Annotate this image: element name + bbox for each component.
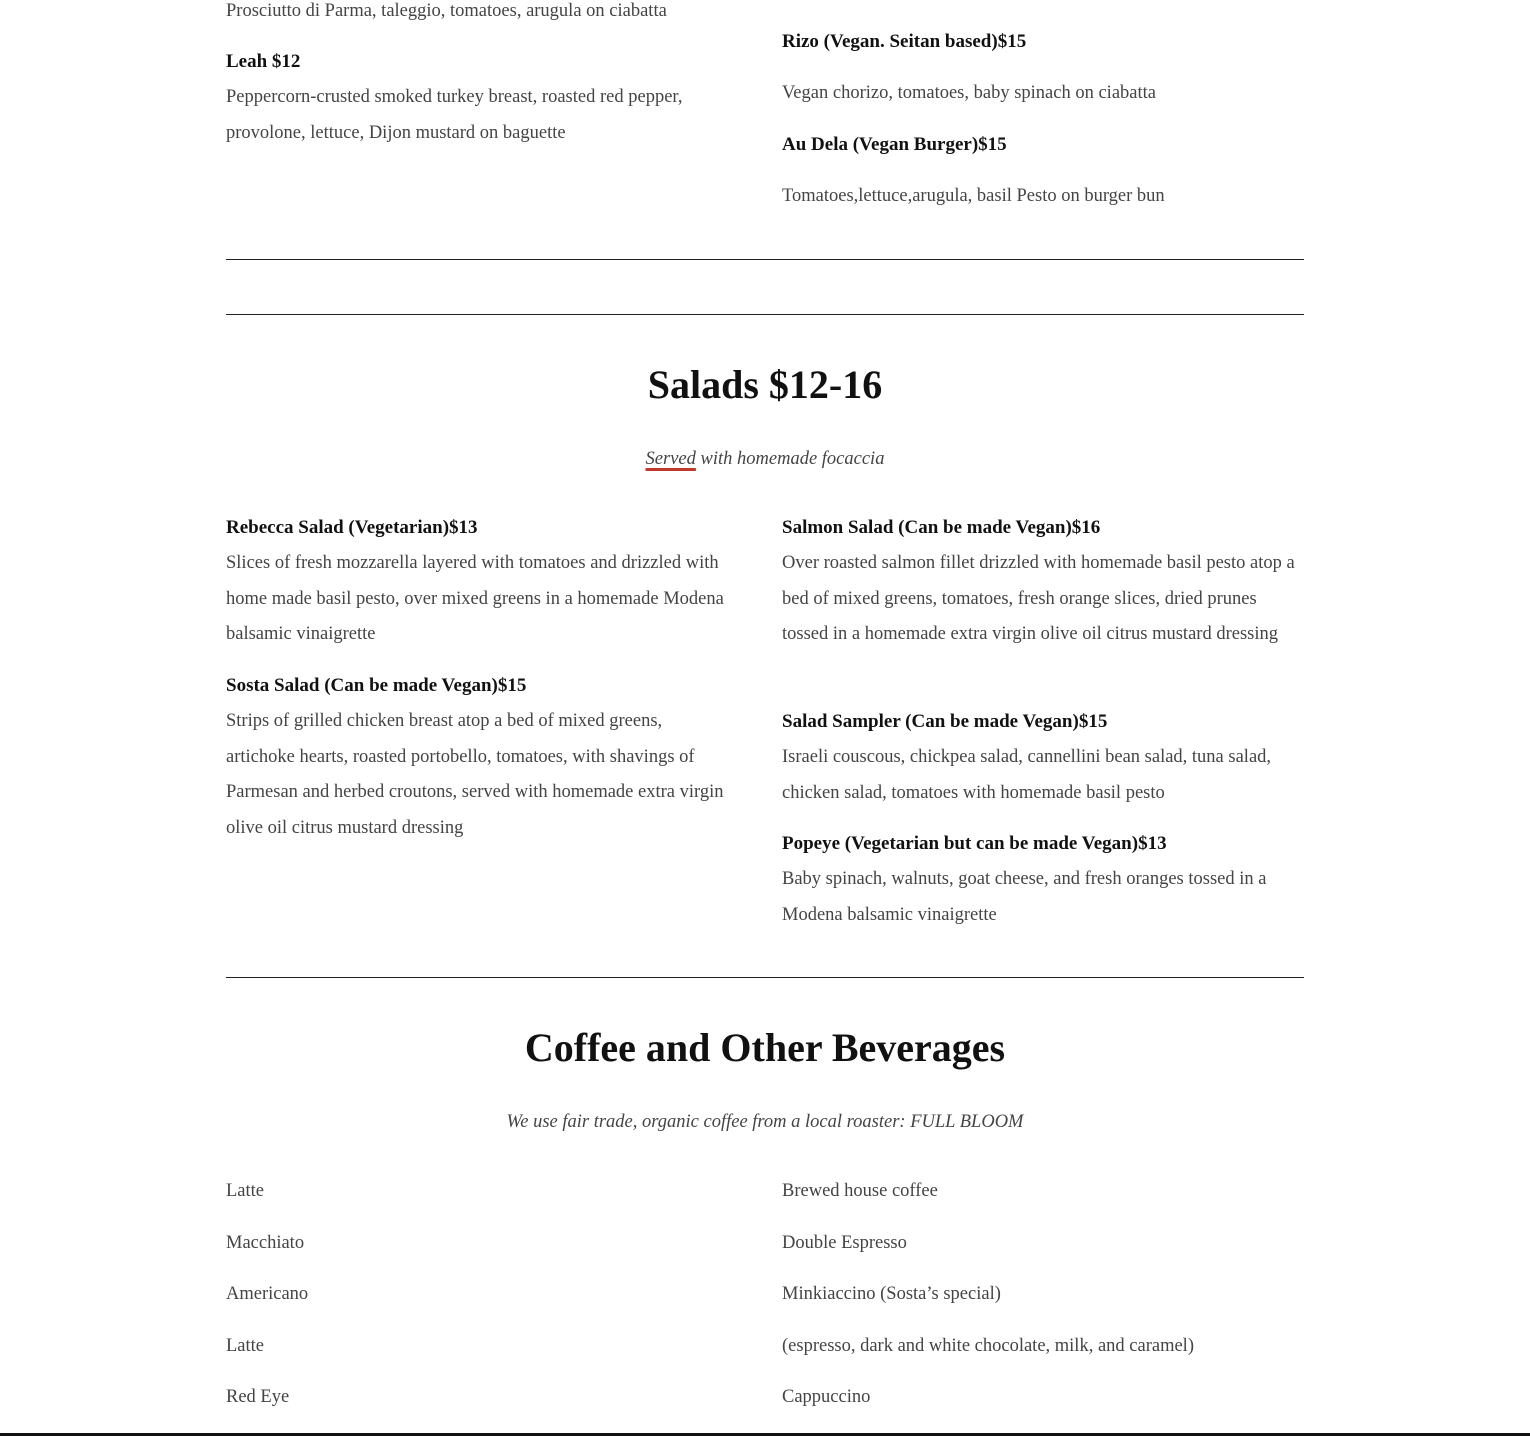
salad-title: Rebecca Salad (Vegetarian)$13 — [226, 517, 478, 538]
salad-title: Salad Sampler (Can be made Vegan)$15 — [782, 711, 1108, 732]
sandwich-desc-prosciutto: Prosciutto di Parma, taleggio, tomatoes, arugula on ciabatta — [226, 1, 667, 21]
section-divider — [226, 314, 1304, 315]
salad-item-popeye — [782, 832, 1304, 933]
beverage-item: Red Eye — [226, 1387, 290, 1407]
salad-title: Sosta Salad (Can be made Vegan)$15 — [226, 675, 527, 696]
salad-title: Salmon Salad (Can be made Vegan)$16 — [782, 517, 1101, 538]
salad-desc: Israeli couscous, chickpea salad, cannellini bean salad, tuna salad, chicken salad, tomatoes with homemade basil pesto — [782, 747, 1272, 803]
section-divider — [226, 977, 1304, 978]
beverages-heading: Coffee and Other Beverages — [524, 1025, 1006, 1070]
beverage-item: Brewed house coffee — [782, 1181, 938, 1201]
sandwich-desc: Peppercorn-crusted smoked turkey breast, roasted red pepper, provolone, lettuce, Dijon mustard on baguette — [226, 87, 683, 143]
beverage-item: Americano — [226, 1284, 309, 1304]
beverage-item: Macchiato — [226, 1233, 305, 1253]
salad-desc: Over roasted salmon fillet drizzled with homemade basil pesto atop a bed of mixed greens, tomatoes, fresh orange slices, dried prunes tossed in a homemade extra virgin olive oil citrus mustard dressing — [782, 553, 1295, 644]
beverage-item: (espresso, dark and white chocolate, milk, and caramel) — [782, 1336, 1194, 1356]
beverage-item: Latte — [226, 1181, 265, 1201]
salads-subtitle — [226, 447, 1304, 471]
salads-subtitle-rest: with homemade focaccia — [695, 449, 885, 469]
sandwich-title: Rizo (Vegan. Seitan based)$15 — [782, 31, 1027, 52]
beverage-item: Latte — [226, 1336, 265, 1356]
sandwich-title: Au Dela (Vegan Burger)$15 — [782, 134, 1007, 155]
beverage-item: Minkiaccino (Sosta’s special) — [782, 1284, 1001, 1304]
salad-item-sampler — [782, 710, 1304, 811]
salads-heading: Salads $12-16 — [647, 362, 883, 407]
salad-item-salmon — [782, 516, 1304, 653]
beverage-item: Cappuccino — [782, 1387, 871, 1407]
salad-item-rebecca — [226, 516, 746, 653]
sandwich-desc-rizo — [782, 76, 1304, 112]
salad-desc: Baby spinach, walnuts, goat cheese, and fresh oranges tossed in a Modena balsamic vinaigrette — [782, 869, 1267, 925]
salad-desc: Slices of fresh mozzarella layered with tomatoes and drizzled with home made basil pesto, over mixed greens in a homemade Modena balsamic vinaigrette — [226, 553, 724, 644]
beverage-item: Double Espresso — [782, 1233, 907, 1253]
section-divider — [226, 259, 1304, 260]
sandwich-desc: Vegan chorizo, tomatoes, baby spinach on ciabatta — [782, 83, 1156, 103]
sandwich-item-leah — [226, 50, 746, 151]
sandwich-desc-au-dela — [782, 179, 1304, 215]
sandwich-title: Leah $12 — [226, 51, 301, 72]
sandwich-item-au-dela — [782, 133, 1304, 157]
sandwich-item-rizo — [782, 30, 1304, 54]
salad-item-sosta — [226, 674, 746, 846]
spellcheck-word: Served — [645, 449, 696, 469]
menu-page — [226, 0, 1304, 1432]
salad-title: Popeye (Vegetarian but can be made Vegan)$13 — [782, 833, 1167, 854]
sandwich-desc: Tomatoes,lettuce,arugula, basil Pesto on burger bun — [782, 186, 1165, 206]
salad-desc: Strips of grilled chicken breast atop a bed of mixed greens, artichoke hearts, roasted portobello, tomatoes, with shavings of Parmesan and herbed croutons, served with homemade extra virgin olive oil citrus mustard dressing — [226, 711, 724, 838]
beverages-subtitle: We use fair trade, organic coffee from a local roaster: FULL BLOOM — [506, 1112, 1024, 1132]
